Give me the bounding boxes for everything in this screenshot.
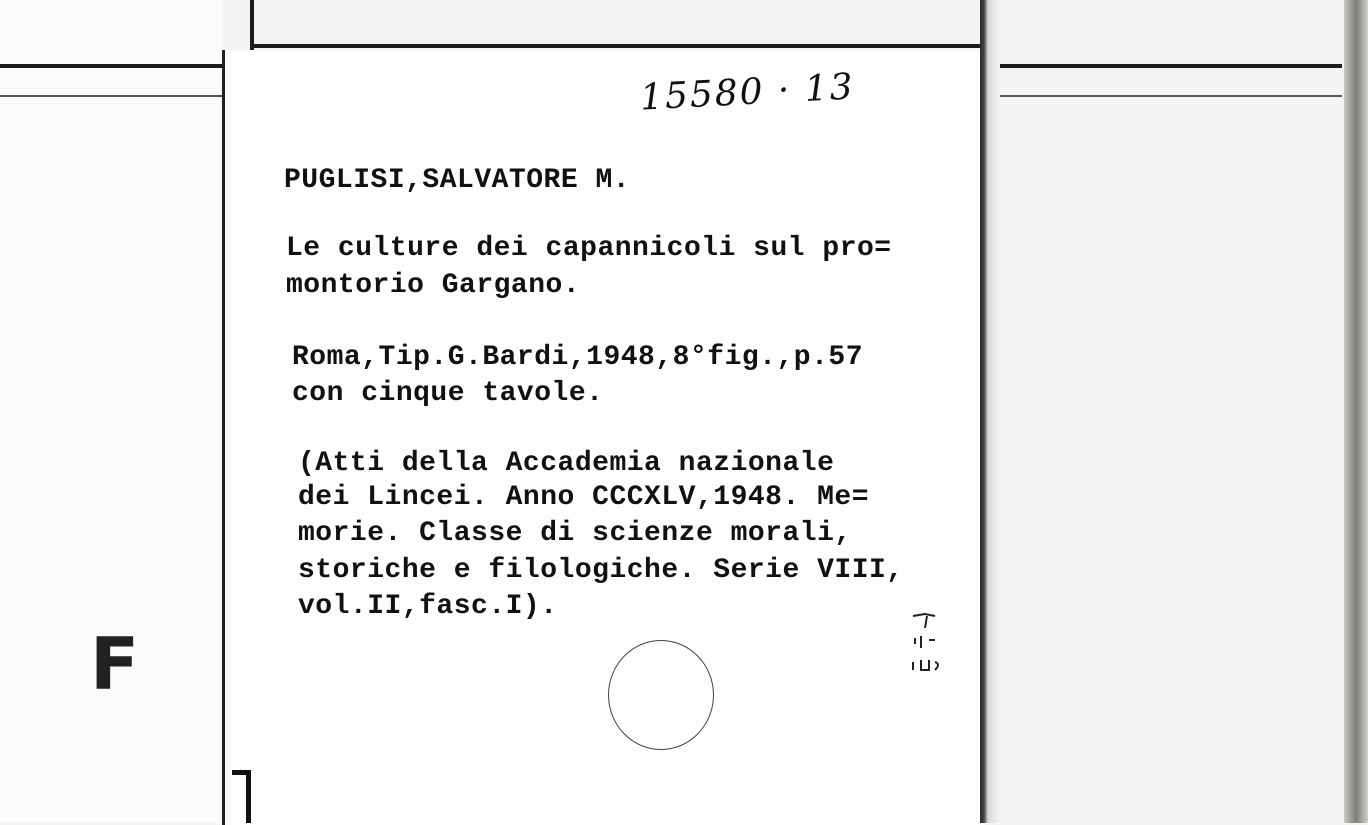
card-divider-shadow [980,0,1000,823]
right-card-rule [990,95,1342,97]
right-card-top-edge [990,64,1342,68]
adjacent-card-rule [0,95,222,97]
shelfmark-handwritten: 15580 · 13 [639,66,856,119]
card-top-tab-left [250,0,254,50]
adjacent-card-top-edge [0,64,222,68]
series-line-4: storiche e filologiche. Serie VIII, [298,555,904,586]
right-edge-shadow [1344,0,1368,823]
author-heading: PUGLISI,SALVATORE M. [284,165,631,196]
series-line-5: vol.II,fasc.I). [298,591,558,622]
library-stamp-circle [608,640,714,750]
margin-scribble-icon [905,608,949,678]
side-letter-f: F [90,622,140,706]
margin-marks [905,608,949,684]
imprint-line-1: Roma,Tip.G.Bardi,1948,8°fig.,p.57 [292,342,863,373]
series-line-1: (Atti della Accademia nazionale [298,448,835,479]
title-line-1: Le culture dei capannicoli sul pro= [286,233,892,264]
series-line-2: dei Lincei. Anno CCCXLV,1948. Me= [298,482,869,513]
series-line-3: morie. Classe di scienze morali, [298,518,852,549]
card-top-tab-edge [254,44,980,48]
card-bottom-hook [232,770,251,823]
title-line-2: montorio Gargano. [286,270,581,301]
imprint-line-2: con cinque tavole. [292,378,604,409]
